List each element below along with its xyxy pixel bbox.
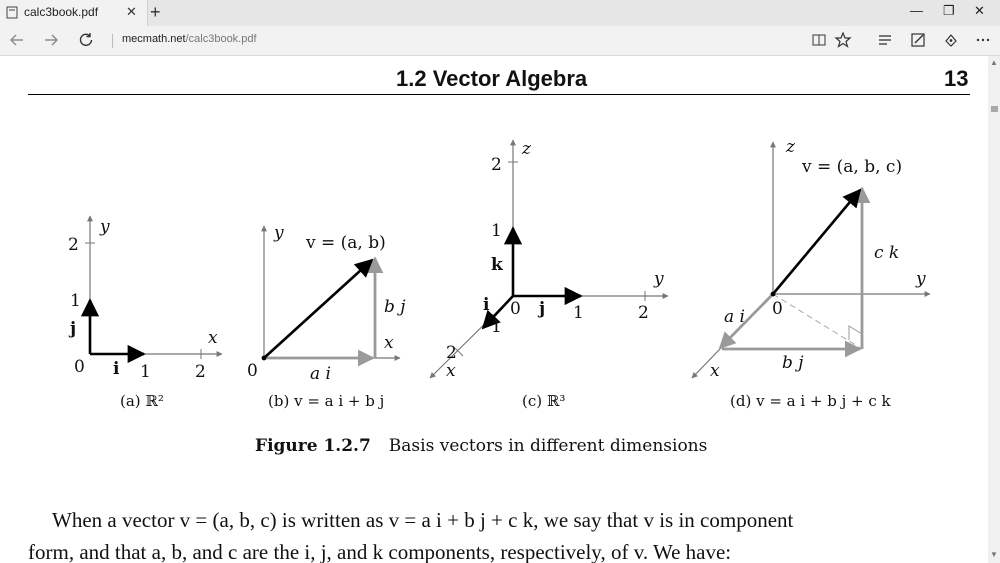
right-angle-mark: [849, 326, 862, 340]
tick-z1: 1: [491, 221, 502, 241]
label-j: j: [70, 319, 77, 339]
figure-1-2-7: [0, 56, 988, 436]
close-tab-icon[interactable]: ✕: [126, 4, 137, 19]
label-z: z: [522, 139, 531, 159]
forward-icon[interactable]: [42, 31, 60, 49]
label-ai: a i: [724, 307, 745, 327]
label-v: v = (a, b, c): [802, 157, 903, 177]
tick-x2: 2: [446, 343, 457, 363]
url-host: mecmath.net: [122, 33, 186, 45]
scroll-down-icon[interactable]: ▼: [990, 550, 998, 559]
label-v: v = (a, b): [306, 233, 386, 253]
new-tab-button[interactable]: +: [150, 2, 161, 22]
back-icon[interactable]: [8, 31, 26, 49]
paragraph-line-2: form, and that a, b, and c are the i, j, and k components, respectively, of v. We have:: [28, 540, 732, 563]
label-j: j: [539, 299, 546, 319]
favorite-star-icon[interactable]: [834, 31, 852, 49]
caption-d: (d) v = a i + b j + c k: [730, 392, 891, 410]
label-origin: 0: [772, 299, 783, 319]
label-x: x: [208, 328, 218, 348]
label-ai: a i: [310, 364, 331, 384]
url-path: /calc3book.pdf: [185, 33, 257, 45]
label-y: y: [916, 269, 926, 289]
label-x: x: [384, 333, 394, 353]
close-window-button[interactable]: ✕: [974, 3, 985, 18]
reading-view-icon[interactable]: [810, 31, 828, 49]
tick-x2: 2: [195, 362, 206, 382]
more-icon[interactable]: [974, 31, 992, 49]
label-y: y: [274, 223, 284, 243]
share-icon[interactable]: [942, 31, 960, 49]
address-separator: [112, 34, 113, 48]
figure-caption-text: Basis vectors in different dimensions: [388, 436, 708, 456]
tick-y1: 1: [573, 303, 584, 323]
label-origin: 0: [247, 361, 258, 381]
label-i: i: [483, 295, 490, 315]
label-z: z: [786, 137, 795, 157]
figure-caption: [255, 436, 707, 456]
figure-b: [247, 223, 406, 410]
tick-x1: 1: [140, 362, 151, 382]
label-origin: 0: [74, 357, 85, 377]
caption-b: (b) v = a i + b j: [268, 392, 385, 410]
minimize-button[interactable]: —: [910, 3, 923, 18]
label-k: k: [491, 255, 503, 275]
caption-c: (c) ℝ³: [522, 392, 566, 410]
page-number: 13: [944, 66, 969, 91]
label-bj: b j: [782, 353, 804, 373]
address-toolbar: [0, 26, 1000, 56]
figure-a: [68, 216, 222, 410]
restore-button[interactable]: ❐: [943, 3, 955, 18]
label-ck: c k: [874, 243, 900, 263]
web-note-icon[interactable]: [909, 31, 927, 49]
vector-v: [264, 260, 372, 358]
tab-title: calc3book.pdf: [24, 5, 99, 19]
tick-x1: 1: [491, 317, 502, 337]
tab-calc3book[interactable]: [0, 0, 148, 26]
caption-a: (a) ℝ²: [120, 392, 164, 410]
label-y: y: [100, 217, 110, 237]
figure-d: [692, 137, 930, 410]
tick-y2: 2: [68, 235, 79, 255]
address-field[interactable]: [122, 33, 257, 45]
paragraph-line-1: When a vector v = (a, b, c) is written as v = a i + b j + c k, we say that v is in component: [52, 508, 794, 532]
tick-y1: 1: [70, 291, 81, 311]
figure-label: Figure 1.2.7: [255, 436, 371, 456]
pdf-page: [0, 56, 988, 563]
hub-icon[interactable]: [876, 31, 894, 49]
scroll-up-icon[interactable]: ▲: [990, 58, 998, 67]
vertical-scrollbar[interactable]: [988, 56, 1000, 563]
label-origin: 0: [510, 299, 521, 319]
tick-z2: 2: [491, 155, 502, 175]
label-x: x: [710, 361, 720, 381]
tab-bar: [0, 0, 1000, 26]
tick-y2: 2: [638, 303, 649, 323]
section-title: 1.2 Vector Algebra: [396, 66, 588, 91]
figure-c: [430, 139, 668, 410]
label-y: y: [654, 269, 664, 289]
refresh-icon[interactable]: [77, 31, 95, 49]
vector-v: [773, 190, 860, 294]
document-icon: [6, 6, 18, 19]
label-bj: b j: [384, 297, 406, 317]
label-x: x: [446, 361, 456, 381]
scroll-thumb[interactable]: [991, 106, 998, 112]
projection-dashed: [773, 294, 862, 349]
label-i: i: [113, 359, 120, 379]
